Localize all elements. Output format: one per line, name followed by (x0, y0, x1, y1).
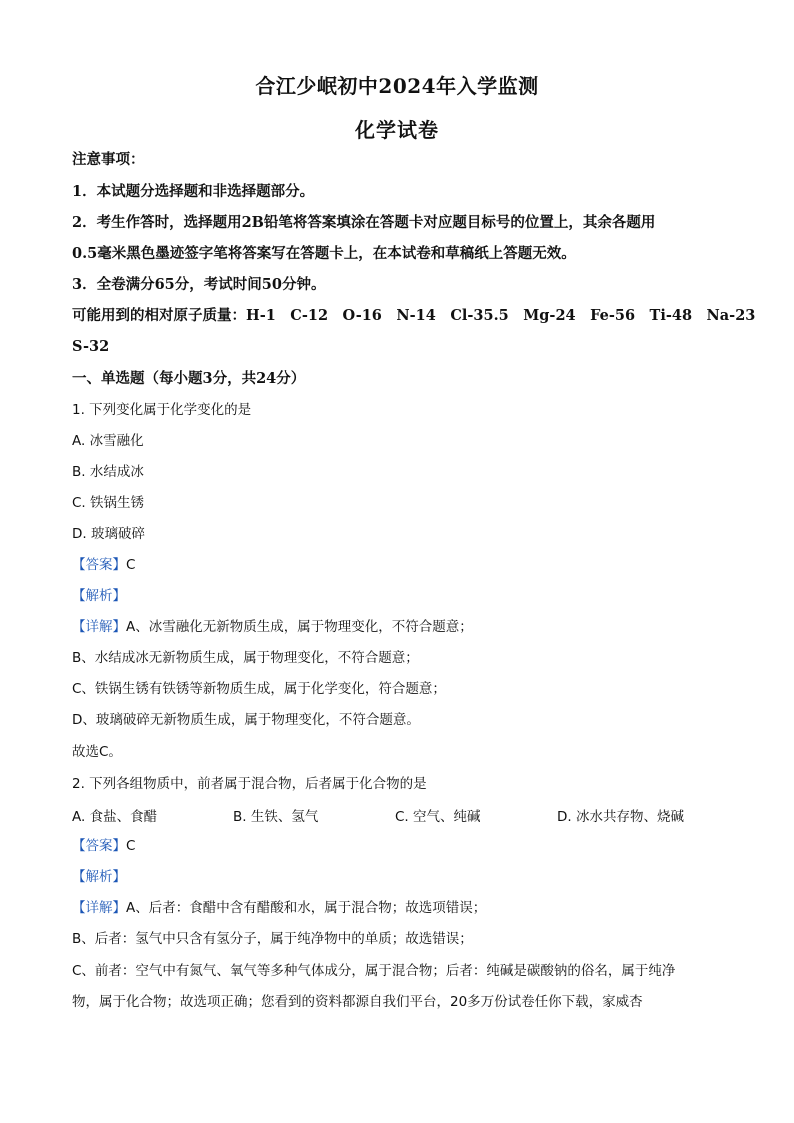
note-item-1: 1．本试题分选择题和非选择题部分。 (72, 183, 315, 200)
q1-option-d: D. 玻璃破碎 (72, 526, 145, 542)
q1-analysis-tag: 【解析】 (72, 588, 126, 604)
q2-detail-c-line-1: C、前者：空气中有氮气、氧气等多种气体成分，属于混合物；后者：纯碱是碳酸钠的俗名，属于纯净 (72, 963, 676, 979)
detail-tag: 【详解】 (72, 619, 126, 635)
q1-option-c: C. 铁锅生锈 (72, 495, 145, 511)
atomic-masses-line-1: 可能用到的相对原子质量：H-1 C-12 O-16 N-14 Cl-35.5 Mg-24 Fe-56 Ti-48 Na-23 (72, 307, 756, 324)
q1-detail-c: C、铁锅生锈有铁锈等新物质生成，属于化学变化，符合题意； (72, 681, 446, 697)
detail-text: A、冰雪融化无新物质生成，属于物理变化，不符合题意； (126, 619, 473, 635)
detail-tag: 【详解】 (72, 900, 126, 916)
q1-detail-b: B、水结成冰无新物质生成，属于物理变化，不符合题意； (72, 650, 419, 666)
q2-detail-b: B、后者：氢气中只含有氢分子，属于纯净物中的单质；故选错误； (72, 931, 473, 947)
q2-detail-a (72, 898, 486, 918)
note-item-3: 3．全卷满分65分，考试时间50分钟。 (72, 276, 326, 293)
answer-value: C (126, 557, 136, 573)
exam-title: 合江少岷初中2024年入学监测 (255, 74, 539, 98)
q2-option-d: D. 冰水共存物、烧碱 (557, 809, 684, 825)
q1-option-a: A. 冰雪融化 (72, 433, 144, 449)
q1-answer (72, 555, 135, 575)
notes-heading: 注意事项： (72, 151, 145, 168)
exam-subtitle: 化学试卷 (355, 118, 439, 142)
q2-analysis-tag: 【解析】 (72, 869, 126, 885)
atomic-masses-line-2: S-32 (72, 338, 110, 355)
q2-stem: 2. 下列各组物质中，前者属于混合物，后者属于化合物的是 (72, 776, 427, 792)
answer-tag: 【答案】 (72, 557, 126, 573)
q1-detail-d: D、玻璃破碎无新物质生成，属于物理变化，不符合题意。 (72, 712, 420, 728)
q1-conclusion: 故选C。 (72, 744, 122, 760)
answer-tag: 【答案】 (72, 838, 126, 854)
note-item-2-line-1: 2．考生作答时，选择题用2B铅笔将答案填涂在答题卡对应题目标号的位置上，其余各题用 (72, 214, 656, 231)
answer-value: C (126, 838, 136, 854)
q1-stem: 1. 下列变化属于化学变化的是 (72, 402, 252, 418)
q2-option-a: A. 食盐、食醋 (72, 809, 158, 825)
note-item-2-line-2: 0.5毫米黑色墨迹签字笔将答案写在答题卡上，在本试卷和草稿纸上答题无效。 (72, 245, 576, 262)
detail-text: A、后者：食醋中含有醋酸和水，属于混合物；故选项错误； (126, 900, 487, 916)
q2-option-c: C. 空气、纯碱 (395, 809, 481, 825)
q2-detail-c-line-2: 物，属于化合物；故选项正确；您看到的资料都源自我们平台，20多万份试卷任你下载，家威杏 (72, 994, 643, 1010)
q1-option-b: B. 水结成冰 (72, 464, 144, 480)
q2-answer (72, 836, 135, 856)
section-heading: 一、单选题（每小题3分，共24分） (72, 370, 306, 387)
q1-detail-a (72, 617, 473, 637)
q2-option-b: B. 生铁、氢气 (233, 809, 319, 825)
